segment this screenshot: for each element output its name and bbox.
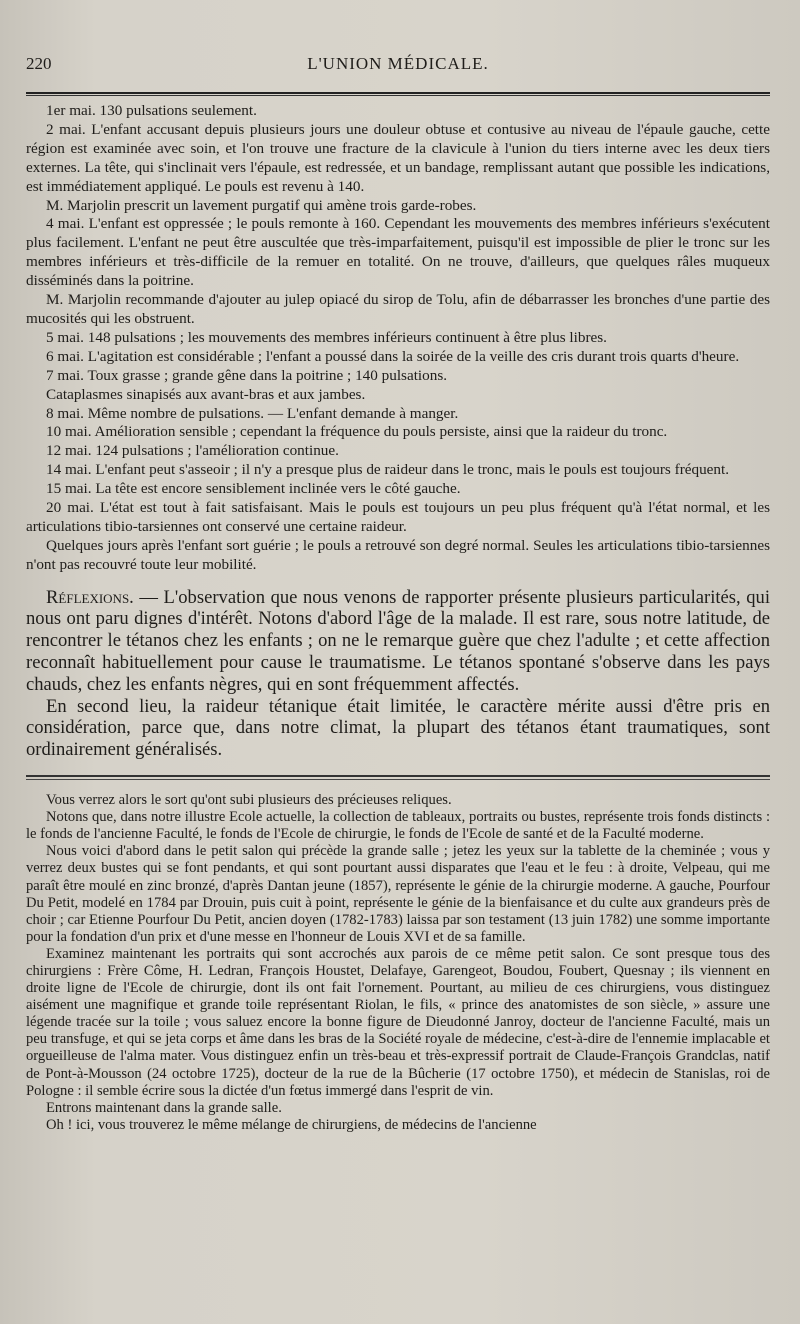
observation-paragraph: 6 mai. L'agitation est considérable ; l'enfant a poussé dans la soirée de la veille des cris durant trois quarts d'heure. bbox=[46, 347, 740, 365]
observation-paragraph: 12 mai. 124 pulsations ; l'amélioration continue. bbox=[46, 442, 339, 460]
observation-paragraph: 7 mai. Toux grasse ; grande gêne dans la poitrine ; 140 pulsations. bbox=[46, 366, 448, 384]
observation-paragraph: M. Marjolin prescrit un lavement purgatif qui amène trois garde-robes. bbox=[46, 196, 477, 214]
observation-paragraph: 1er mai. 130 pulsations seulement. bbox=[46, 102, 257, 119]
feuilleton-paragraph: Vous verrez alors le sort qu'ont subi plusieurs des précieuses reliques. bbox=[46, 792, 452, 809]
observation-paragraph: 8 mai. Même nombre de pulsations. — L'enfant demande à manger. bbox=[46, 404, 459, 422]
feuilleton-section bbox=[26, 792, 770, 1134]
observation-paragraph: Quelques jours après l'enfant sort guérie ; le pouls a retrouvé son degré normal. Seules les articulations tibio-tarsiennes n'ont pas recouvré toute leur mobilité. bbox=[26, 536, 770, 573]
observation-paragraph: 4 mai. L'enfant est oppressée ; le pouls remonte à 160. Cependant les mouvements des membres inférieurs s'exécutent plus facilement. L'enfant ne peut être auscultée que très-imparfaitement, puisqu'il est impossible de plier le tronc sur les membres inférieurs et très-difficile de la remuer en totalité. On ne trouve, d'ailleurs, que quelques râles muqueux disséminés dans la poitrine. bbox=[26, 215, 770, 290]
observation-paragraph: 15 mai. La tête est encore sensiblement inclinée vers le côté gauche. bbox=[46, 480, 461, 498]
reflexions-heading: Réflexions. bbox=[46, 586, 134, 608]
page-number: 220 bbox=[26, 54, 52, 73]
observation-paragraph: 5 mai. 148 pulsations ; les mouvements des membres inférieurs continuent à être plus libres. bbox=[46, 328, 607, 346]
reflexions-paragraph bbox=[26, 587, 770, 696]
feuilleton-paragraph: Examinez maintenant les portraits qui sont accrochés aux parois de ce même petit salon. Ce sont presque tous des chirurgiens : Frère Côme, H. Ledran, François Houstet, Delafaye, Garengeot, Boudou, Foubert, Quesnay ; ils viennent en droite ligne de l'Ecole de chirurgie, dont ils ont fait l'ornement. Pourtant, au milieu de ces chirurgiens, vous distinguez aisément une magnifique et grande toile représentant Riolan, le fils, « prince des anatomistes de son siècle, » assure une légende tracée sur la toile ; vous saluez encore la bonne figure de Dieudonné Janroy, docteur de l'ancienne Faculté, mais un peu transfuge, et qui se jeta corps et âme dans les bras de la Société royale de médecine, c'est-à-dire de l'ennemie implacable et orgueilleuse de l'alma mater. Vous distinguez enfin un très-beau et très-expressif portrait de Claude-François Grandclas, natif de Pont-à-Mousson (24 octobre 1725), docteur de la rue de la Bûcherie (17 octobre 1750), et médecin de Stanislas, roi de Pologne : il semble écrire sous la dictée d'un fœtus immergé dans l'esprit de vin. bbox=[26, 945, 770, 1099]
reflexions-paragraph-2: En second lieu, la raideur tétanique était limitée, le caractère mérite aussi d'être pris en considération, parce que, dans notre climat, la plupart des tétanos étant traumatiques, sont ordinairement généralisés. bbox=[26, 695, 770, 761]
observation-paragraph: 14 mai. L'enfant peut s'asseoir ; il n'y a presque plus de raideur dans le tronc, mais le pouls est toujours fréquent. bbox=[46, 461, 730, 479]
feuilleton-paragraph: Nous voici d'abord dans le petit salon qui précède la grande salle ; jetez les yeux sur la tablette de la cheminée ; vous y verrez deux bustes qui se font pendants, et qui sont pourtant aussi disparates que l'eau et le feu : à droite, Velpeau, qui me paraît être moulé en zinc bronzé, d'après Dantan jeune (1857), représente le génie de la chirurgie moderne. A gauche, Pourfour Du Petit, modelé en 1784 par Drouin, puis cuit à point, représente le génie de la bienfaisance et du culte aux grandeurs près de choir ; car Etienne Pourfour Du Petit, ancien doyen (1782-1783) laissa par son testament (13 juin 1782) une somme importante pour la fondation d'un prix et d'une messe en l'honneur de Louis XVI et de sa famille. bbox=[26, 843, 770, 945]
observation-paragraph: 20 mai. L'état est tout à fait satisfaisant. Mais le pouls est toujours un peu plus fréquent qu'à l'état normal, et les articulations tibio-tarsiennes ont conservé une certaine raideur. bbox=[26, 499, 770, 535]
header-rule-thin bbox=[26, 95, 770, 96]
journal-title: L'UNION MÉDICALE. bbox=[307, 54, 489, 73]
observation-section bbox=[26, 102, 770, 575]
observation-paragraph: M. Marjolin recommande d'ajouter au julep opiacé du sirop de Tolu, afin de débarrasser les bronches d'une partie des mucosités qui les obstruent. bbox=[26, 291, 770, 327]
observation-paragraph: Cataplasmes sinapisés aux avant-bras et aux jambes. bbox=[46, 385, 366, 403]
feuilleton-paragraph: Notons que, dans notre illustre Ecole actuelle, la collection de tableaux, portraits ou bustes, représente trois fonds distincts : le fonds de l'ancienne Faculté, le fonds de l'Ecole de chirurgie, le fonds de l'Ecole de santé et de la Faculté moderne. bbox=[26, 809, 770, 843]
header-rule bbox=[26, 92, 770, 94]
feuilleton-divider bbox=[26, 775, 770, 780]
observation-paragraph: 2 mai. L'enfant accusant depuis plusieurs jours une douleur obtuse et contusive au niveau de l'épaule gauche, cette région est examinée avec soin, et l'on trouve une fracture de la clavicule à l'union du tiers interne avec les deux tiers externes. La tête, qui s'inclinait vers l'épaule, est redressée, et un bandage, remplissant autant que possible les indications, est immédiatement appliqué. Le pouls est revenu à 140. bbox=[26, 120, 770, 195]
running-header bbox=[26, 54, 770, 86]
feuilleton-paragraph: Entrons maintenant dans la grande salle. bbox=[46, 1099, 282, 1116]
reflexions-section bbox=[26, 587, 770, 761]
feuilleton-paragraph: Oh ! ici, vous trouverez le même mélange de chirurgiens, de médecins de l'ancienne bbox=[46, 1116, 537, 1133]
observation-paragraph: 10 mai. Amélioration sensible ; cependant la fréquence du pouls persiste, ainsi que la raideur du tronc. bbox=[46, 423, 668, 441]
reflexions-text: — L'observation que nous venons de rapporter présente plusieurs particularités, qui nous ont paru dignes d'intérêt. Notons d'abord l'âge de la malade. Il est rare, sous notre latitude, de rencontrer le tétanos chez les enfants ; on ne le remarque guère que chez l'adulte ; et cette affection reconnaît habituellement pour cause le traumatisme. Le tétanos spontané s'observe dans les pays chauds, chez les enfants nègres, qui en sont fréquemment affectés. bbox=[26, 586, 770, 695]
